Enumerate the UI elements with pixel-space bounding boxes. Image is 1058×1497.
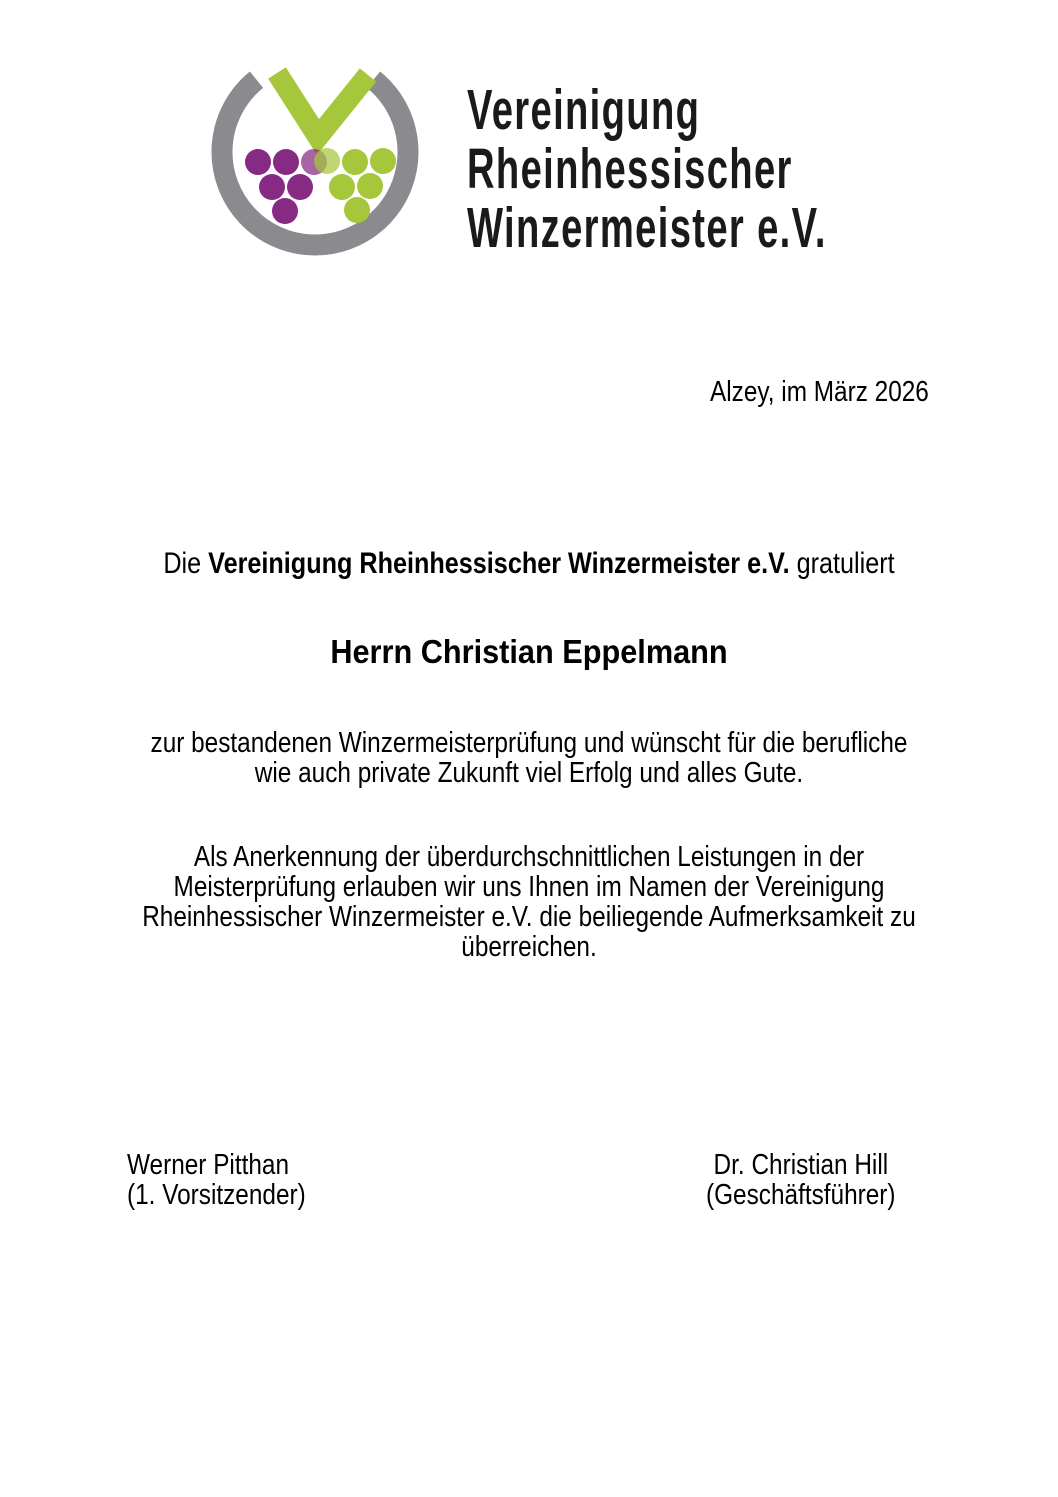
grape-green [329,174,355,200]
grape-green [370,148,396,174]
paragraph-line: Rheinhessischer Winzermeister e.V. die beiliegende Aufmerksamkeit zu [142,901,916,933]
logo-wordmark-line-2: Rheinhessischer [467,137,793,201]
signature-name-right: Dr. Christian Hill [713,1149,889,1181]
signature-name-left: Werner Pitthan [127,1149,290,1181]
paragraph-line: Meisterprüfung erlauben wir uns Ihnen im Namen der Vereinigung [173,871,885,903]
grape-purple [287,174,313,200]
signature-role-right: (Geschäftsführer) [706,1179,896,1211]
salutation-prefix: Die [163,547,209,580]
paragraph-line: Als Anerkennung der überdurchschnittlichen Leistungen in der [193,841,865,873]
logo-wordmark-line-3: Winzermeister e.V. [467,196,827,260]
paragraph-line: zur bestandenen Winzermeisterprüfung und wünscht für die berufliche [150,727,908,759]
salutation-line [85,548,974,580]
salutation-suffix: gratuliert [789,547,895,580]
winzermeister-logo-icon [205,55,435,260]
grape-purple [259,174,285,200]
grape-green [342,149,368,175]
grape-green-translucent [314,148,340,174]
paragraph-line: wie auch private Zukunft viel Erfolg und alles Gute. [254,757,804,789]
paragraph-congratulation [85,728,974,788]
logo-wordmark [467,78,827,260]
grape-purple [272,198,298,224]
grape-green [344,197,370,223]
signature-block-left [127,1150,306,1210]
grape-purple [273,149,299,175]
grape-green [357,173,383,199]
recipient-name: Herrn Christian Eppelmann [330,633,728,670]
logo-wordmark-line-1: Vereinigung [467,78,701,142]
paragraph-recognition [85,842,974,962]
salutation-org-name: Vereinigung Rheinhessischer Winzermeister e.V. [208,547,790,580]
dateline: Alzey, im März 2026 [710,376,929,408]
signature-role-left: (1. Vorsitzender) [127,1179,306,1211]
grape-purple [245,149,271,175]
signature-block-right [706,1150,896,1210]
paragraph-line: überreichen. [461,931,597,963]
logo-checkmark-icon [277,73,368,137]
